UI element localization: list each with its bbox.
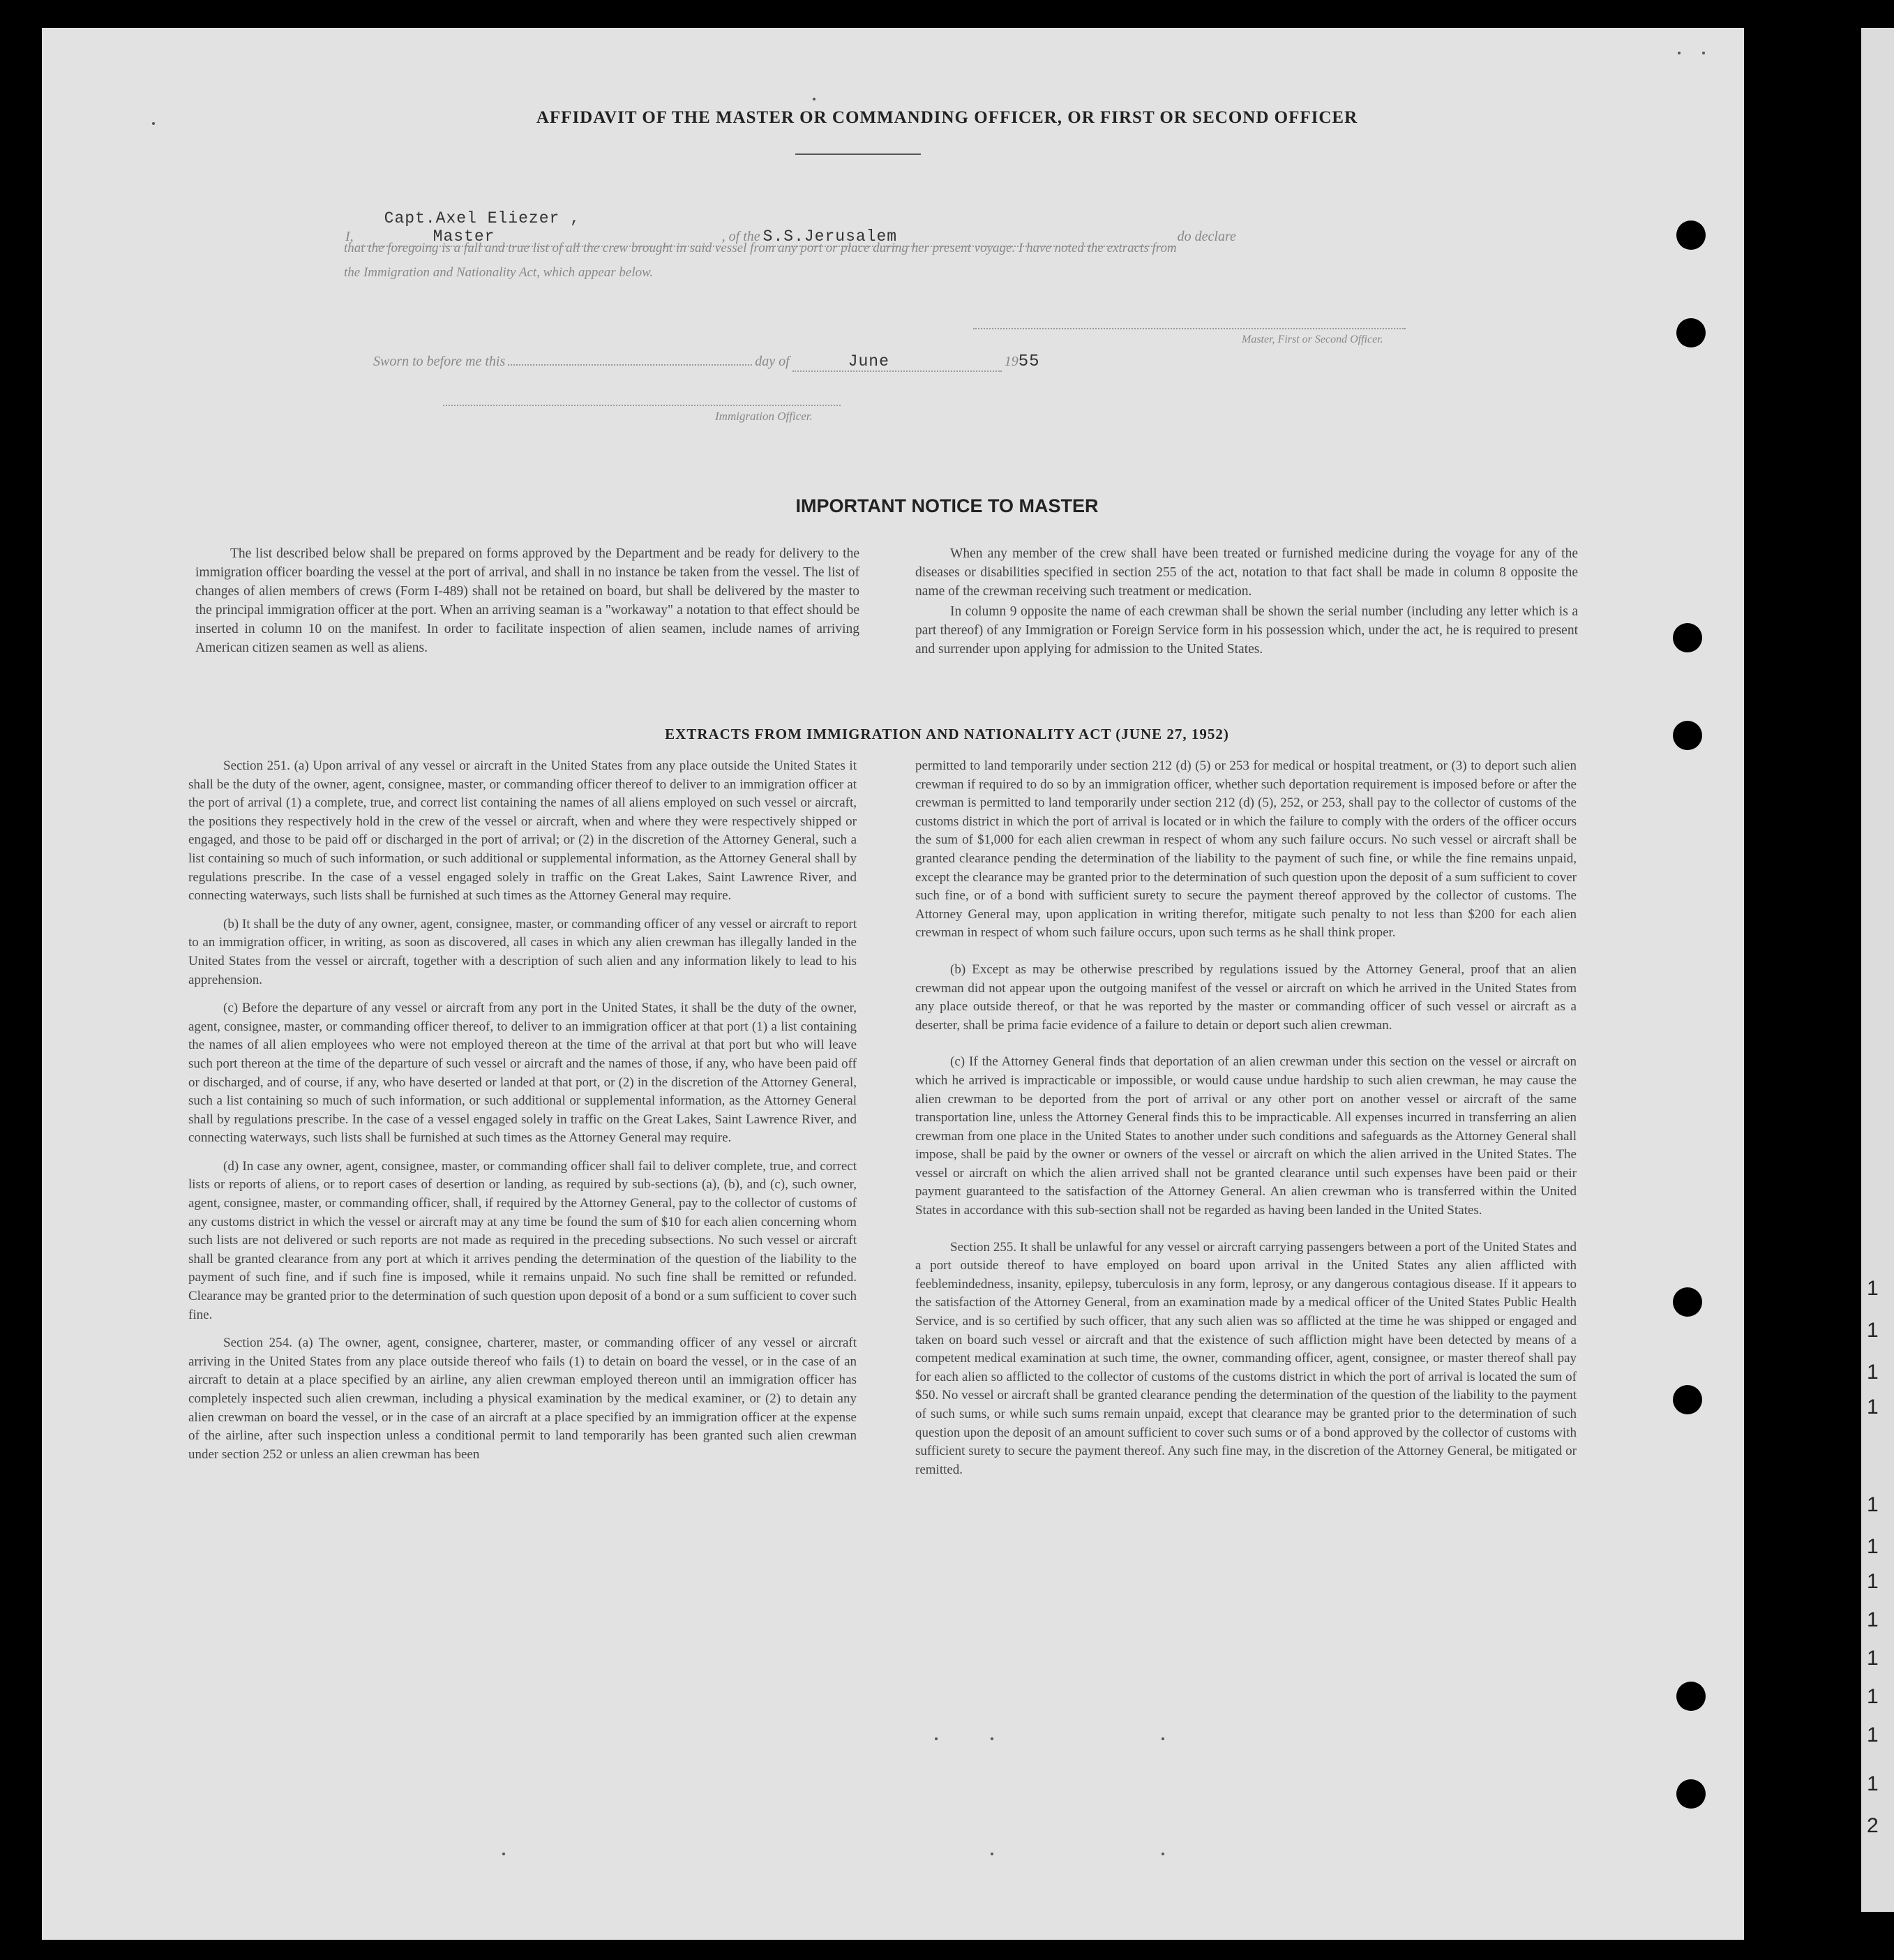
- extract-paragraph: (d) In case any owner, agent, consignee, master, or commanding officer shall fail to deliver complete, true, and correct lists or reports of aliens, or to report cases of desertion or landing, as required by sub-sections (a), (b), and (c), such owner, agent, consignee, master, or commanding officer, shall, if required by the Attorney General, pay to the collector of customs of any customs district in which the vessel or aircraft may at any time be found the sum of $10 for each alien concerning whom such lists are not delivered or such reports are not made as required in the preceding subsections. No such vessel or aircraft shall be granted clearance from any port at which it arrives pending the determination of the question of the liability to the payment of such fine, and if such fine is imposed, while it remains unpaid. No such fine shall be remitted or refunded. Clearance may be granted prior to the determination of such question upon deposit of a bond or a sum sufficient to cover such fine.: [188, 1158, 857, 1322]
- day-of-label: day of: [755, 354, 790, 369]
- margin-number: 1: [1867, 1277, 1879, 1300]
- margin-number: 2: [1867, 1814, 1879, 1837]
- scan-speck: [1678, 52, 1681, 54]
- notice-right-column: [915, 544, 1578, 668]
- extracts-left-column: [188, 757, 857, 1474]
- margin-number: 1: [1867, 1608, 1879, 1631]
- scan-speck: [991, 1853, 993, 1855]
- scan-speck: [935, 1737, 938, 1740]
- notice-left-paragraph: The list described below shall be prepared on forms approved by the Department and be ready for delivery to the immigration officer boarding the vessel at the port of arrival, and shall in no instance be taken from the vessel. The list of changes of alien members of crews (Form I-489) shall not be retained on board, but shall be delivered by the master to the principal immigration officer at the port. When an arriving seaman is a "workaway" a notation to that effect should be inserted in column 10 on the manifest. In order to facilitate inspection of alien seamen, include names of arriving American citizen seamen as well as aliens.: [195, 546, 859, 655]
- margin-number: 1: [1867, 1493, 1879, 1516]
- scan-speck: [813, 98, 816, 100]
- of-the-label: , of the: [721, 229, 760, 244]
- margin-number: 1: [1867, 1535, 1879, 1558]
- binder-hole: [1673, 1385, 1702, 1414]
- sworn-label: Sworn to before me this: [373, 354, 506, 369]
- extract-paragraph: Section 255. It shall be unlawful for any vessel or aircraft carrying passengers between a port of the United States and a port outside thereof to have employed on board upon arrival in the United States any alien afflicted with feeblemindedness, insanity, epilepsy, tuberculosis in any form, leprosy, or any dangerous contagious disease. If it appears to the satisfaction of the Attorney General, from an examination made by a medical officer of the United States Public Health Service, and is so certified by such officer, that any such alien was so afflicted at the time he was shipped or engaged and taken on board such vessel or aircraft and that the existence of such affliction might have been detected by means of a competent medical examination at such time, the owner, commanding officer, agent, consignee, or master thereof shall pay for each alien so afflicted to the collector of customs of the customs district in which the port of arrival is located the sum of $50. No vessel or aircraft shall be granted clearance pending the determination of the question of the liability to the payment of such sums, or while such sums remain unpaid, except that clearance may be granted prior to the determination of such question upon the deposit of an amount sufficient to cover such sums or of a bond approved by the collector of customs with sufficient surety to secure the payment thereof. Any such fine may, in the discretion of the Attorney General, be mitigated or remitted.: [915, 1239, 1577, 1477]
- officer-signature-label: Immigration Officer.: [715, 410, 813, 423]
- margin-number: 1: [1867, 1685, 1879, 1708]
- margin-number: 1: [1867, 1396, 1879, 1419]
- declaration-line-1: that the foregoing is a full and true list of all the crew brought in said vessel from any port or place during her present voyage. I have noted the extracts from: [344, 241, 1177, 255]
- binder-hole: [1676, 1682, 1706, 1711]
- margin-number: 1: [1867, 1772, 1879, 1795]
- year-prefix: 19: [1004, 354, 1019, 369]
- sworn-month: June: [848, 352, 889, 371]
- i-label: I,: [345, 229, 354, 244]
- master-signature-label: Master, First or Second Officer.: [1242, 334, 1383, 345]
- year-suffix: 55: [1018, 352, 1040, 371]
- sworn-line: [373, 352, 1141, 372]
- binder-hole: [1673, 623, 1702, 652]
- extracts-heading: EXTRACTS FROM IMMIGRATION AND NATIONALITY ACT (JUNE 27, 1952): [665, 726, 1229, 742]
- margin-number: 1: [1867, 1570, 1879, 1593]
- sworn-day-field: [508, 364, 752, 366]
- extract-paragraph: Section 254. (a) The owner, agent, consignee, charterer, master, or commanding officer of any vessel or aircraft arriving in the United States from any place outside thereof who fails (1) to detain on board the vessel, or in the case of an aircraft to detain at a place specified by an airline, any alien crewman employed thereon until an immigration officer has completely inspected such alien crewman, including a physical examination by the medical examiner, or (2) to detain any alien crewman on board the vessel, or in the case of an aircraft at a place specified by an immigration officer at the expense of the airline, after such inspection unless a conditional permit to land temporarily has been granted such alien crewman under section 252 or unless an alien crewman has been: [188, 1336, 857, 1462]
- extract-paragraph: permitted to land temporarily under section 212 (d) (5) or 253 for medical or hospital treatment, or (3) to deport such alien crewman if required to do so by an immigration officer, whether such deportation requirement is imposed before or after the crewman is permitted to land temporarily under section 212 (d) (5), 252, or 253, shall pay to the collector of customs of the customs district in which the port of arrival is located or in which the failure to comply with the orders of the officer occurs the sum of $1,000 for each alien crewman in respect of whom any such failure occurs. No such vessel or aircraft shall be granted clearance pending the determination of the liability to the payment of such fine, or while the fine remains unpaid, except the clearance may be granted prior to the determination of such question upon the deposit of a sum sufficient to cover such fine, or of a bond with sufficient surety to secure the payment thereof approved by the collector of customs. The Attorney General may, upon application in writing therefor, mitigate such penalty to not less than $200 for each alien crewman in respect of whom such failure occurs, upon such terms as he shall think proper.: [915, 758, 1577, 941]
- margin-number: 1: [1867, 1361, 1879, 1384]
- binder-hole: [1676, 318, 1706, 347]
- declaration-line-2: the Immigration and Nationality Act, which appear below.: [344, 265, 654, 280]
- scan-speck: [1162, 1853, 1164, 1855]
- notice-left-column: [195, 544, 859, 667]
- scan-speck: [1162, 1737, 1164, 1740]
- binder-hole: [1676, 220, 1706, 250]
- month-field: [792, 352, 1002, 372]
- title-rule: [795, 154, 921, 155]
- notice-right-paragraph-1: When any member of the crew shall have been treated or furnished medicine during the voyage for any of the diseases or disabilities specified in section 255 of the act, notation to that fact shall be made in column 8 opposite the name of the crewman receiving such treatment or medication.: [915, 546, 1578, 599]
- extracts-right-column: [915, 757, 1577, 1489]
- extract-paragraph: (c) Before the departure of any vessel or aircraft from any port in the United States, it shall be the duty of the owner, agent, consignee, master, or commanding officer thereof, to deliver to an immigration officer at that port (1) a list containing the names of all alien employees who were not employed thereon at the time of the arrival at that port but who will leave such port thereon at the time of the departure of such vessel or aircraft and the names of those, if any, who have been paid off or discharged, and of course, if any, who have deserted or landed at that port, or (2) in the discretion of the Attorney General, such a list containing so much of such information, or such additional or supplemental information, as the Attorney General shall by regulations prescribe. In the case of a vessel engaged solely in traffic on the Great Lakes, Saint Lawrence River, and connecting waterways, such lists shall be furnished at such times as the Attorney General may require.: [188, 1001, 857, 1146]
- extract-paragraph: (b) Except as may be otherwise prescribed by regulations issued by the Attorney General, proof that an alien crewman did not appear upon the outgoing manifest of the vessel or aircraft on which he arrived in the United States from any place outside thereof, or that he was reported by the master or commanding officer of such vessel or aircraft as a deserter, shall be prima facie evidence of a failure to detain or deport such alien crewman.: [915, 962, 1577, 1033]
- notice-right-paragraph-2: In column 9 opposite the name of each crewman shall be shown the serial number (including any letter which is a part thereof) of any Immigration or Foreign Service form in his possession which, under the act, he is required to present and surrender upon applying for admission to the United States.: [915, 604, 1578, 657]
- margin-number: 1: [1867, 1723, 1879, 1746]
- vessel-name: S.S.Jerusalem: [762, 227, 898, 246]
- officer-signature-line: [443, 405, 841, 406]
- adjacent-page-strip: [1861, 28, 1894, 1912]
- scan-speck: [502, 1853, 505, 1855]
- extract-paragraph: (c) If the Attorney General finds that deportation of an alien crewman under this section on the vessel or aircraft on which he arrived is impracticable or impossible, or would cause undue hardship to such alien crewman, he may cause the alien crewman to be deported from the port of arrival or any other port on another vessel or aircraft of the same transportation line, unless the Attorney General finds this to be impracticable. All expenses incurred in transferring an alien crewman from one place in the United States to another under such conditions and safeguards as the Attorney General shall impose, shall be paid by the owner or owners of the vessel or aircraft on which the alien arrived in the United States. The vessel or aircraft on which the alien arrived shall not be granted clearance until such expenses have been paid or their payment guaranteed to the satisfaction of the Attorney General. An alien crewman who is transferred within the United States in accordance with this sub-section shall not be regarded as having been landed in the United States.: [915, 1054, 1577, 1218]
- margin-number: 1: [1867, 1647, 1879, 1670]
- scan-speck: [1702, 52, 1705, 54]
- affidavit-title: AFFIDAVIT OF THE MASTER OR COMMANDING OFFICER, OR FIRST OR SECOND OFFICER: [536, 108, 1358, 127]
- scan-speck: [991, 1737, 993, 1740]
- binder-hole: [1673, 1287, 1702, 1317]
- notice-heading: IMPORTANT NOTICE TO MASTER: [795, 495, 1099, 516]
- extract-paragraph: Section 251. (a) Upon arrival of any vessel or aircraft in the United States from any place outside the United States it shall be the duty of the owner, agent, consignee, master, or commanding officer thereof to deliver to an immigration officer at the port of arrival (1) a complete, true, and correct list containing the names of all aliens employed on such vessel or aircraft, the positions they respectively hold in the crew of the vessel or aircraft, when and where they were respectively shipped or engaged, and those to be paid off or discharged in the port of arrival; or (2) in the discretion of the Attorney General, such a list containing so much of such information, or such additional or supplemental information, as the Attorney General shall by regulations prescribe. In the case of a vessel engaged solely in traffic on the Great Lakes, Saint Lawrence River, and connecting waterways, such lists shall be furnished at such times as the Attorney General may require.: [188, 758, 857, 904]
- master-name: Capt.Axel Eliezer ,: [384, 209, 580, 227]
- master-signature-line: [973, 328, 1406, 329]
- extract-paragraph: (b) It shall be the duty of any owner, agent, consignee, master, or commanding officer of any vessel or aircraft to report to an immigration officer, in writing, as soon as discovered, all cases in which any alien crewman has illegally landed in the United States from the vessel or aircraft, together with a description of such alien and any information likely to lead to his apprehension.: [188, 916, 857, 987]
- binder-hole: [1676, 1779, 1706, 1809]
- do-declare-label: do declare: [1177, 229, 1236, 244]
- margin-number: 1: [1867, 1319, 1879, 1342]
- master-rank: Master: [433, 227, 495, 246]
